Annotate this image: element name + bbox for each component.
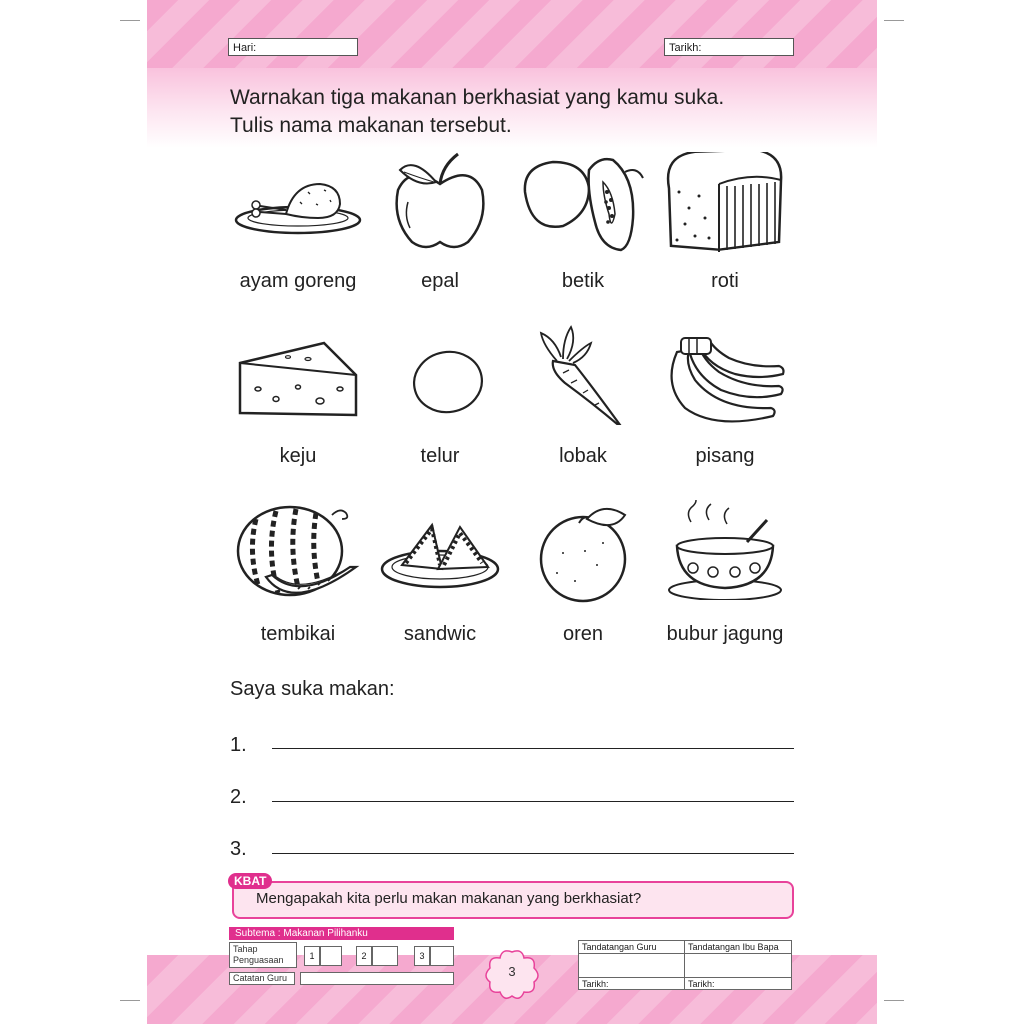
level-1-label: 1 (304, 946, 320, 966)
answer-number: 3. (230, 838, 247, 860)
instruction-text (230, 84, 724, 140)
level-2-box[interactable] (372, 946, 398, 966)
answer-number: 1. (230, 734, 247, 756)
kbat-question: Mengapakah kita perlu makan makanan yang berkhasiat? (256, 890, 642, 907)
subtema-label: Subtema : Makanan Pilihanku (229, 927, 454, 940)
parent-signature-box[interactable] (684, 940, 792, 990)
food-label: ayam goreng (239, 270, 357, 292)
food-label: bubur jagung (666, 623, 784, 645)
fried-chicken-icon (228, 178, 368, 278)
kbat-tag: KBAT (228, 873, 272, 889)
teacher-signature-label: Tandatangan Guru (579, 941, 685, 954)
papaya-icon (513, 152, 653, 252)
page-number: 3 (508, 964, 516, 979)
watermelon-icon (228, 505, 368, 605)
food-item-tembikai[interactable] (228, 505, 368, 605)
food-item-epal[interactable] (370, 152, 510, 252)
parent-signature-label: Tandatangan Ibu Bapa (685, 941, 791, 954)
level-3-box[interactable] (430, 946, 454, 966)
date-field[interactable] (664, 38, 794, 56)
crop-mark (884, 1000, 904, 1001)
level-2-label: 2 (356, 946, 372, 966)
food-label: epal (421, 270, 459, 292)
food-item-telur[interactable] (370, 340, 510, 440)
food-label: telur (420, 445, 460, 467)
crop-mark (884, 20, 904, 21)
food-item-sandwic[interactable] (370, 505, 510, 605)
food-label: roti (711, 270, 739, 292)
answer-number: 2. (230, 786, 247, 808)
top-stripe-band (147, 0, 877, 68)
teacher-signature-box[interactable] (578, 940, 686, 990)
food-item-lobak[interactable] (513, 325, 653, 425)
answer-line-3[interactable] (272, 853, 794, 854)
crop-mark (120, 1000, 140, 1001)
catatan-guru-field[interactable] (300, 972, 454, 985)
parent-signature-date: Tarikh: (685, 977, 791, 990)
food-item-oren[interactable] (513, 503, 653, 603)
food-item-bubur-jagung[interactable] (655, 500, 795, 600)
orange-icon (513, 503, 653, 603)
sandwich-icon (370, 505, 510, 605)
apple-icon (370, 152, 510, 252)
instruction-line-1: Warnakan tiga makanan berkhasiat yang kamu suka. (230, 86, 725, 109)
food-label: sandwic (403, 623, 477, 645)
answer-line-1[interactable] (272, 748, 794, 749)
food-item-betik[interactable] (513, 152, 653, 252)
catatan-guru-label: Catatan Guru (229, 972, 295, 985)
food-label: lobak (559, 445, 607, 467)
food-label: tembikai (260, 623, 336, 645)
food-item-ayam-goreng[interactable] (228, 178, 368, 278)
day-field[interactable] (228, 38, 358, 56)
egg-icon (370, 340, 510, 440)
food-label: oren (562, 623, 604, 645)
day-label: Hari: (233, 42, 257, 54)
instruction-line-2: Tulis nama makanan tersebut. (230, 114, 512, 137)
banana-icon (655, 330, 795, 430)
food-label: pisang (695, 445, 755, 467)
level-3-label: 3 (414, 946, 430, 966)
bread-icon (655, 152, 795, 252)
level-1-box[interactable] (320, 946, 342, 966)
answer-line-2[interactable] (272, 801, 794, 802)
teacher-signature-date: Tarikh: (579, 977, 685, 990)
crop-mark (120, 20, 140, 21)
food-item-keju[interactable] (228, 335, 368, 435)
page-number-badge (484, 948, 540, 1000)
food-item-roti[interactable] (655, 152, 795, 252)
food-label: betik (561, 270, 605, 292)
corn-porridge-icon (655, 500, 795, 600)
date-label: Tarikh: (669, 42, 702, 54)
tahap-penguasaan-label: Tahap Penguasaan (229, 942, 297, 968)
answer-prompt: Saya suka makan: (230, 678, 395, 700)
food-item-pisang[interactable] (655, 330, 795, 430)
food-label: keju (279, 445, 317, 467)
cheese-icon (228, 335, 368, 435)
carrot-icon (513, 325, 653, 425)
